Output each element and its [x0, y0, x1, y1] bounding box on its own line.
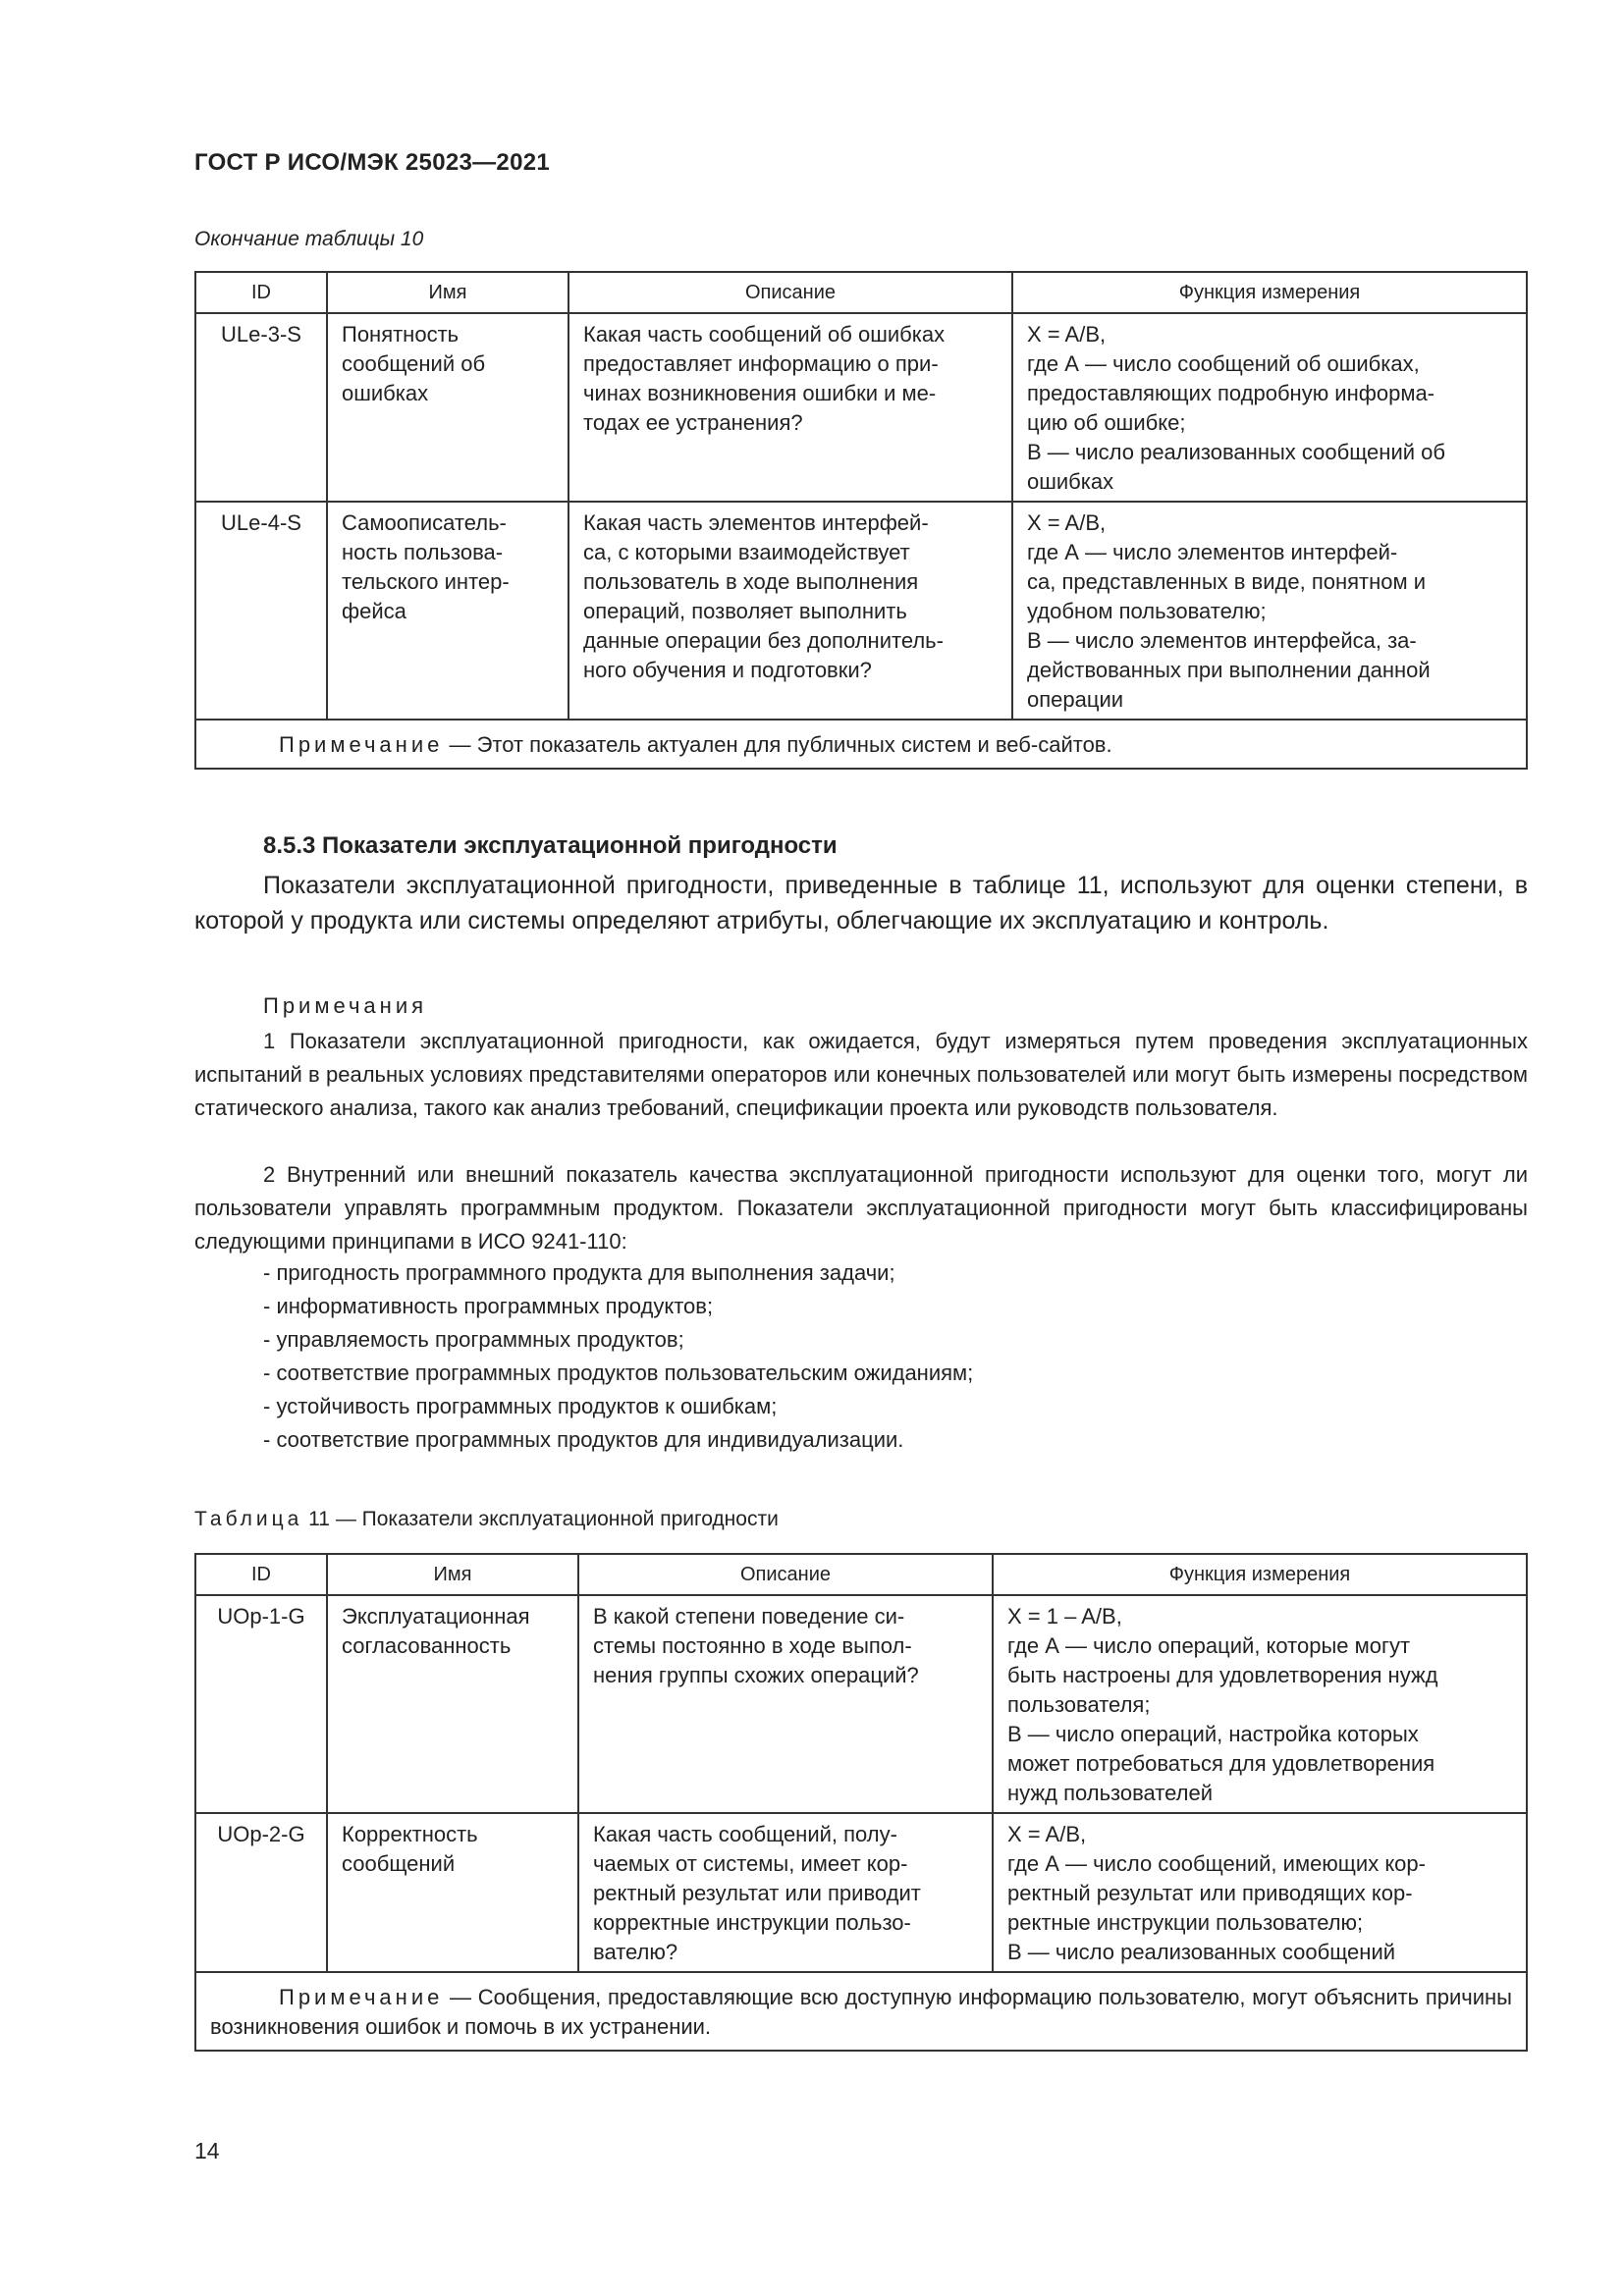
list-item: - пригодность программного продукта для выполнения задачи;	[263, 1260, 895, 1285]
cell-line: данные операции без дополнитель-	[583, 628, 944, 653]
cell-line: тельского интер-	[342, 569, 510, 594]
page-number: 14	[194, 2138, 220, 2163]
list-item: - соответствие программных продуктов для индивидуализации.	[263, 1427, 904, 1452]
cell-id: UOp-1-G	[195, 1595, 327, 1813]
note-2: 2 Внутренний или внешний показатель качества эксплуатационной пригодности используют для оценки того, могут ли пользователи управлять программным продуктом. Показатели эксплуатационной пригодности могут быть классифицированы следующими принципами в ИСО 9241-110:	[194, 1162, 1528, 1254]
cell-line: X = A/B,	[1007, 1822, 1087, 1846]
cell-line: чаемых от системы, имеет кор-	[593, 1851, 908, 1876]
cell-line: ошибках	[342, 381, 429, 405]
cell-line: сообщений об	[342, 351, 486, 376]
col-header-function: Функция измерения	[1012, 272, 1527, 313]
cell-line: операций, позволяет выполнить	[583, 599, 907, 623]
table10-caption: Окончание таблицы 10	[194, 228, 424, 250]
cell-line: где А — число сообщений об ошибках,	[1027, 351, 1420, 376]
col-header-id: ID	[195, 272, 327, 313]
cell-line: нужд пользователей	[1007, 1781, 1213, 1805]
cell-id: ULe-3-S	[195, 313, 327, 502]
cell-line: В — число реализованных сообщений	[1007, 1940, 1396, 1964]
cell-line: вателю?	[593, 1940, 678, 1964]
cell-line: X = A/B,	[1027, 510, 1107, 535]
cell-line: нения группы схожих операций?	[593, 1663, 919, 1687]
cell-function	[993, 1595, 1527, 1813]
table-11	[194, 1553, 1528, 2052]
cell-function	[1012, 502, 1527, 720]
cell-name	[327, 313, 568, 502]
cell-line: где А — число сообщений, имеющих кор-	[1007, 1851, 1426, 1876]
table-row	[195, 502, 1527, 720]
cell-description	[568, 502, 1012, 720]
cell-line: пользователя;	[1007, 1692, 1151, 1717]
cell-line: Какая часть сообщений об ошибках	[583, 322, 946, 347]
cell-line: где А — число операций, которые могут	[1007, 1633, 1411, 1658]
cell-function	[1012, 313, 1527, 502]
col-header-name: Имя	[327, 1554, 578, 1595]
col-header-description: Описание	[568, 272, 1012, 313]
cell-line: согласованность	[342, 1633, 512, 1658]
table11-note	[195, 1972, 1527, 2051]
cell-name	[327, 502, 568, 720]
note-text: — Сообщения, предоставляющие всю доступную информацию пользователю, могут объяснить причины возникновения ошибок и помочь в их устранении.	[210, 1985, 1512, 2039]
list-item: - информативность программных продуктов;	[263, 1294, 714, 1318]
cell-line: стемы постоянно в ходе выпол-	[593, 1633, 912, 1658]
table-row	[195, 1595, 1527, 1813]
cell-line: чинах возникновения ошибки и ме-	[583, 381, 937, 405]
cell-line: са, представленных в виде, понятном и	[1027, 569, 1427, 594]
cell-line: быть настроены для удовлетворения нужд	[1007, 1663, 1438, 1687]
cell-name	[327, 1813, 578, 1972]
table11-caption-label: Таблица	[194, 1508, 303, 1530]
col-header-id: ID	[195, 1554, 327, 1595]
cell-line: са, с которыми взаимодействует	[583, 540, 910, 564]
cell-line: цию об ошибке;	[1027, 410, 1186, 435]
cell-id: ULe-4-S	[195, 502, 327, 720]
cell-line: предоставляет информацию о при-	[583, 351, 939, 376]
cell-line: фейса	[342, 599, 406, 623]
table11-caption	[194, 1508, 779, 1531]
table10-header-row	[195, 272, 1527, 313]
note-label: Примечание	[279, 1985, 444, 2009]
cell-line: удобном пользователю;	[1027, 599, 1267, 623]
cell-line: сообщений	[342, 1851, 456, 1876]
cell-description	[568, 313, 1012, 502]
section-heading: 8.5.3 Показатели эксплуатационной пригодности	[263, 832, 838, 859]
cell-line: В — число элементов интерфейса, за-	[1027, 628, 1417, 653]
col-header-name: Имя	[327, 272, 568, 313]
cell-line: ректный результат или приводящих кор-	[1007, 1881, 1413, 1905]
note-label: Примечание	[279, 732, 444, 757]
cell-line: операции	[1027, 687, 1124, 712]
cell-line: где А — число элементов интерфей-	[1027, 540, 1398, 564]
cell-line: пользователь в ходе выполнения	[583, 569, 919, 594]
cell-line: В какой степени поведение си-	[593, 1604, 905, 1629]
cell-line: ного обучения и подготовки?	[583, 658, 872, 682]
table11-caption-text: 11 — Показатели эксплуатационной пригодности	[302, 1508, 779, 1530]
cell-description	[578, 1813, 993, 1972]
cell-line: Понятность	[342, 322, 460, 347]
cell-line: Самоописатель-	[342, 510, 507, 535]
cell-line: X = A/B,	[1027, 322, 1107, 347]
cell-line: В — число реализованных сообщений об	[1027, 440, 1445, 464]
note-text: — Этот показатель актуален для публичных систем и веб-сайтов.	[443, 732, 1112, 757]
cell-line: В — число операций, настройка которых	[1007, 1722, 1419, 1746]
list-item: - соответствие программных продуктов пользовательским ожиданиям;	[263, 1361, 974, 1385]
principles-list	[263, 1256, 973, 1457]
list-item: - устойчивость программных продуктов к ошибкам;	[263, 1394, 778, 1418]
table11-header-row	[195, 1554, 1527, 1595]
table-10	[194, 271, 1528, 770]
cell-line: Эксплуатационная	[342, 1604, 530, 1629]
cell-line: тодах ее устранения?	[583, 410, 803, 435]
cell-id: UOp-2-G	[195, 1813, 327, 1972]
table10-note	[195, 720, 1527, 769]
col-header-description: Описание	[578, 1554, 993, 1595]
table11-note-row	[195, 1972, 1527, 2051]
cell-line: Какая часть сообщений, полу-	[593, 1822, 897, 1846]
col-header-function: Функция измерения	[993, 1554, 1527, 1595]
table-row	[195, 1813, 1527, 1972]
document-title: ГОСТ Р ИСО/МЭК 25023—2021	[194, 149, 551, 176]
cell-line: X = 1 – A/B,	[1007, 1604, 1122, 1629]
cell-line: действованных при выполнении данной	[1027, 658, 1431, 682]
cell-line: предоставляющих подробную информа-	[1027, 381, 1435, 405]
cell-line: ность пользова-	[342, 540, 504, 564]
note-1: 1 Показатели эксплуатационной пригодности, как ожидается, будут измеряться путем проведения эксплуатационных испытаний в реальных условиях представителями операторов или конечных пользователей или могут быть измерены посредством статического анализа, такого как анализ требований, спецификации проекта или руководств пользователя.	[194, 1029, 1528, 1120]
section-paragraph: Показатели эксплуатационной пригодности, приведенные в таблице 11, используют для оценки степени, в которой у продукта или системы определяют атрибуты, облегчающие их эксплуатацию и контроль.	[194, 872, 1528, 934]
cell-line: Какая часть элементов интерфей-	[583, 510, 929, 535]
cell-function	[993, 1813, 1527, 1972]
cell-line: корректные инструкции пользо-	[593, 1910, 911, 1935]
cell-description	[578, 1595, 993, 1813]
cell-line: ректные инструкции пользователю;	[1007, 1910, 1364, 1935]
cell-line: ректный результат или приводит	[593, 1881, 921, 1905]
list-item: - управляемость программных продуктов;	[263, 1327, 684, 1352]
cell-line: Корректность	[342, 1822, 478, 1846]
cell-line: может потребоваться для удовлетворения	[1007, 1751, 1435, 1776]
table-row	[195, 313, 1527, 502]
notes-title: Примечания	[263, 993, 428, 1018]
table10-note-row	[195, 720, 1527, 769]
cell-name	[327, 1595, 578, 1813]
cell-line: ошибках	[1027, 469, 1114, 494]
